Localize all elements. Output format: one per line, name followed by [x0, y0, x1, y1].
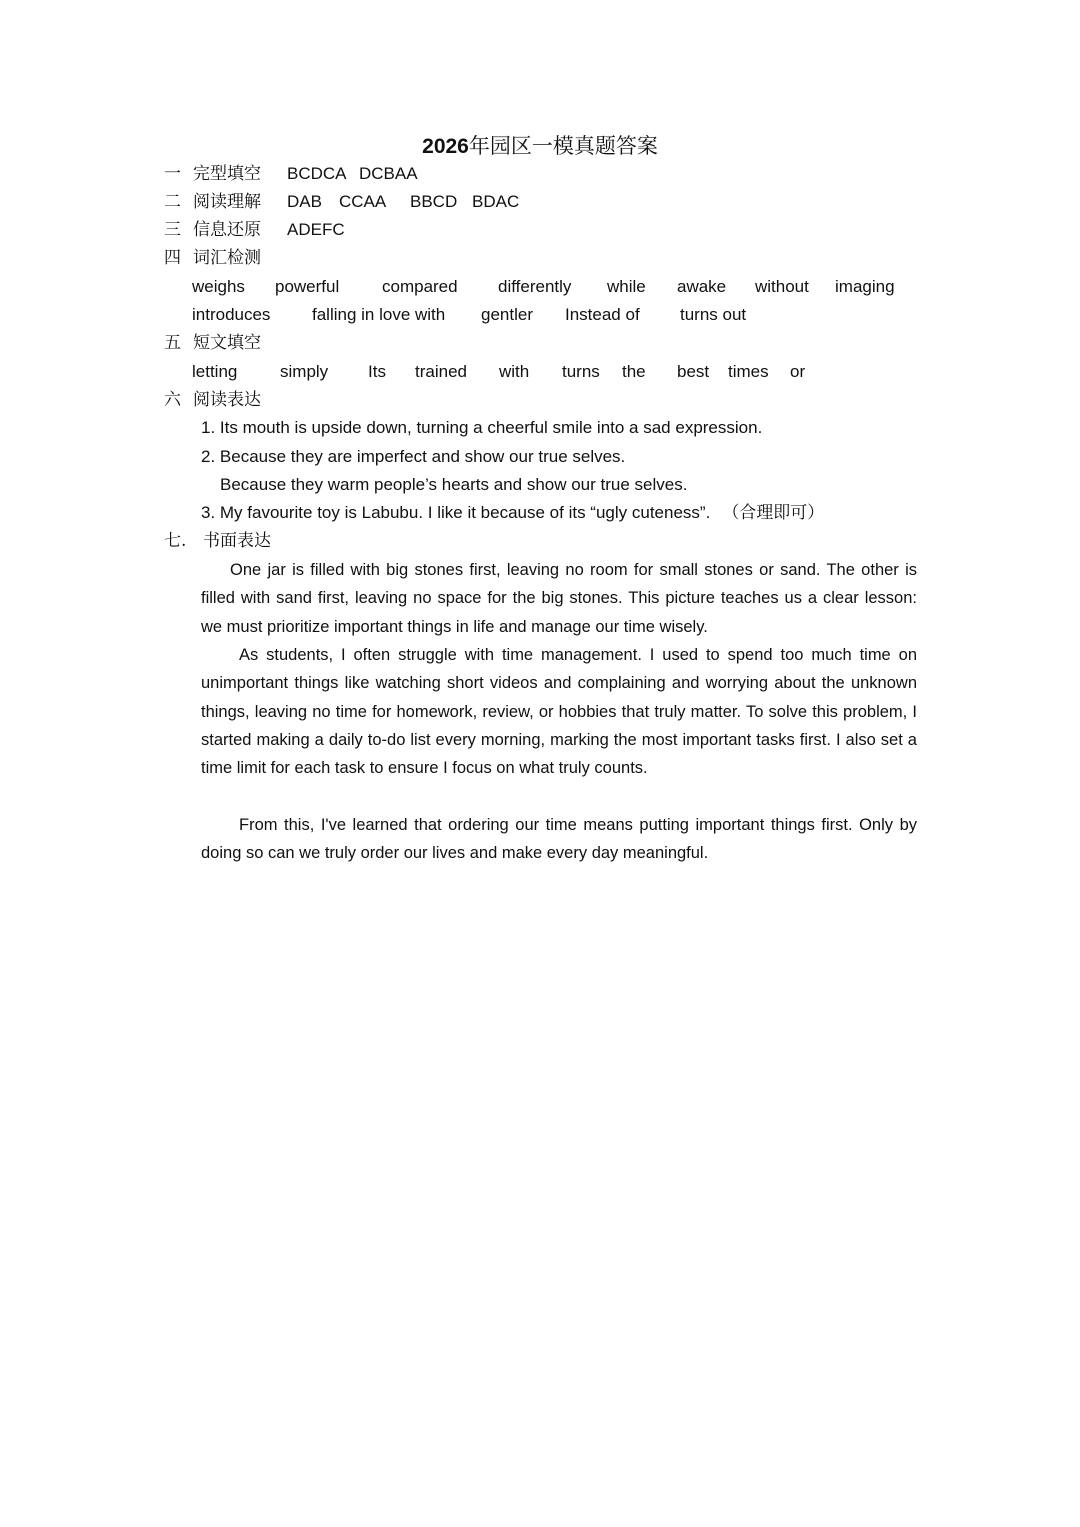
- title-text: 年园区一模真题答案: [468, 134, 658, 158]
- section-4-title: 词汇检测: [193, 248, 261, 268]
- vocab-word: powerful: [275, 277, 340, 296]
- section-7-number: 七.: [164, 531, 187, 551]
- section-5-number: 五: [164, 333, 181, 353]
- reading-answer-2-alt: Because they warm people’s hearts and show our true selves.: [220, 475, 688, 494]
- cloze-word: turns: [562, 362, 600, 381]
- cloze-word: trained: [415, 362, 467, 381]
- vocab-word: turns out: [680, 305, 747, 324]
- section-4-number: 四: [164, 248, 181, 268]
- section-1-answer: BCDCA: [287, 164, 347, 183]
- reading-answer-3-note: （合理即可）: [722, 503, 825, 523]
- vocab-word: compared: [382, 277, 458, 296]
- section-1-title: 完型填空: [193, 164, 261, 184]
- section-2-number: 二: [164, 192, 181, 212]
- vocab-word: Instead of: [565, 305, 640, 324]
- reading-answer-1: 1. Its mouth is upside down, turning a cheerful smile into a sad expression.: [201, 418, 763, 437]
- vocab-word: awake: [677, 277, 727, 296]
- reading-answer-3: [201, 503, 824, 523]
- cloze-word: with: [499, 362, 530, 381]
- vocab-word: introduces: [192, 305, 271, 324]
- essay-paragraph-3: From this, I've learned that ordering our time means putting important things first. Only by doing so can we truly order our lives and make every day meaningful.: [201, 816, 917, 863]
- vocab-word: differently: [498, 277, 572, 296]
- section-6-number: 六: [164, 390, 181, 410]
- section-2-title: 阅读理解: [193, 192, 261, 212]
- cloze-word: times: [728, 362, 769, 381]
- section-5-title: 短文填空: [193, 333, 261, 353]
- vocab-word: gentler: [481, 305, 533, 324]
- vocab-word: weighs: [192, 277, 245, 296]
- title-year: 2026: [422, 135, 469, 158]
- vocab-word: imaging: [835, 277, 895, 296]
- vocab-word: falling in love with: [312, 305, 446, 324]
- section-2-answer: BBCD: [410, 192, 458, 211]
- reading-answer-2: 2. Because they are imperfect and show our true selves.: [201, 447, 626, 466]
- vocab-word: while: [607, 277, 646, 296]
- section-1-answer: DCBAA: [359, 164, 418, 183]
- essay-paragraph-2: As students, I often struggle with time management. I used to spend too much time on unimportant things like watching short videos and complaining and worrying about the unknown things, leaving no time for homework, review, or hobbies that truly matter. To solve this problem, I started making a daily to-do list every morning, marking the most important tasks first. I also set a time limit for each task to ensure I focus on what truly counts.: [201, 646, 917, 778]
- cloze-word: Its: [368, 362, 386, 381]
- section-2-answer: DAB: [287, 192, 322, 211]
- section-2-answer: CCAA: [339, 192, 387, 211]
- section-2-answer: BDAC: [472, 192, 520, 211]
- section-3-number: 三: [164, 220, 181, 240]
- cloze-word: letting: [192, 362, 238, 381]
- section-3-title: 信息还原: [193, 220, 261, 240]
- section-7-title: 书面表达: [203, 531, 271, 551]
- vocab-word: without: [755, 277, 809, 296]
- cloze-word: simply: [280, 362, 329, 381]
- cloze-word: or: [790, 362, 806, 381]
- reading-answer-3-text: 3. My favourite toy is Labubu. I like it because of its “ugly cuteness”.: [201, 503, 711, 522]
- section-1-number: 一: [164, 164, 181, 184]
- cloze-word: best: [677, 362, 710, 381]
- page-title: [0, 133, 1080, 160]
- section-6-title: 阅读表达: [193, 390, 261, 410]
- section-3-answer: ADEFC: [287, 220, 345, 239]
- cloze-word: the: [622, 362, 646, 381]
- essay-paragraph-1: One jar is filled with big stones first, leaving no room for small stones or sand. The other is filled with sand first, leaving no space for the big stones. This picture teaches us a clear lesson: we must prioritize important things in life and manage our time wisely.: [201, 561, 917, 636]
